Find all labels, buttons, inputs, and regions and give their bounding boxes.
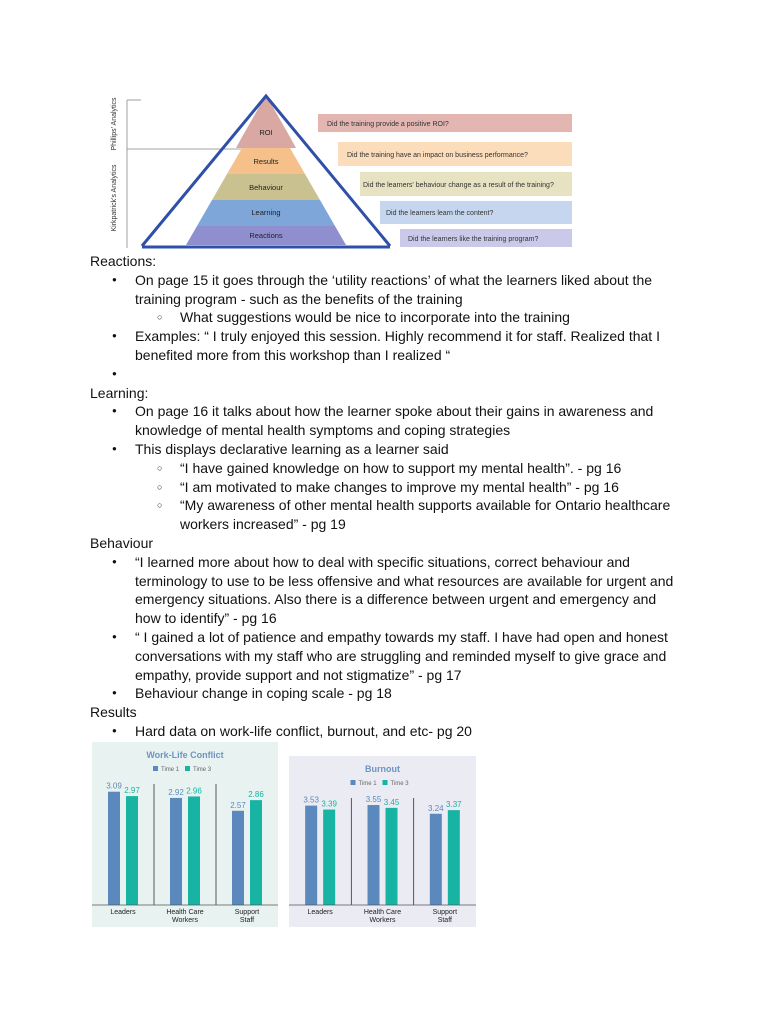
data-label: 2.86: [248, 790, 264, 800]
legend-label-time3: Time 3: [390, 781, 409, 787]
legend-label-time3: Time 3: [193, 767, 212, 773]
category-label: Support: [432, 909, 458, 916]
data-label: 3.24: [428, 803, 444, 813]
results-list: [90, 722, 680, 741]
pyramid-label-reactions: Reactions: [249, 231, 283, 240]
pyramid-layer-roi-base: [236, 137, 296, 148]
sub-list-item: ○ What suggestions would be nice to incorporate into the training: [180, 308, 680, 327]
list-item: ● Hard data on work-life conflict, burnout, and etc- pg 20: [135, 722, 680, 741]
list-item: ● “I learned more about how to deal with specific situations, correct behaviour and terminology to use to be less offensive and what resources are available for urgent and emergency situations. Also there is a difference between urgent and emergency and how to identify” - pg 16: [135, 553, 680, 628]
sub-list-item: ○ “My awareness of other mental health supports available for Ontario healthcare workers increased” - pg 19: [180, 496, 680, 534]
bar-time1: [305, 806, 317, 905]
list-item-text: This displays declarative learning as a learner said: [135, 440, 449, 457]
question-behaviour: Did the learners' behaviour change as a result of the training?: [363, 182, 554, 189]
list-item-text: On page 15 it goes through the ‘utility reactions’ of what the learners liked about the training program - such as the benefits of the training: [135, 271, 653, 307]
results-heading: Results: [90, 704, 137, 721]
list-item: [135, 271, 680, 327]
bar-time3: [188, 796, 200, 905]
bar-time1: [108, 792, 120, 905]
category-label: Leaders: [307, 909, 333, 916]
bar-time1: [368, 805, 380, 905]
chart-title: Work-Life Conflict: [146, 750, 224, 760]
category-label: Staff: [437, 917, 452, 924]
work-life-conflict-chart: [92, 742, 278, 927]
sub-list-item: ○ “I have gained knowledge on how to support my mental health”. - pg 16: [180, 459, 680, 478]
reactions-heading: Reactions:: [90, 253, 157, 269]
learning-heading: Learning:: [90, 384, 149, 401]
question-reactions: Did the learners like the training program?: [408, 236, 539, 243]
category-label: Health Care: [363, 909, 402, 916]
question-learning: Did the learners learn the content?: [386, 210, 494, 217]
pyramid-label-behaviour: Behaviour: [249, 183, 283, 192]
bar-time1: [232, 811, 244, 905]
list-item: ● Examples: “ I truly enjoyed this session. Highly recommend it for staff. Realized that I benefited more from this workshop than I realized “: [135, 327, 680, 365]
list-item: [135, 440, 680, 534]
kirkpatrick-pyramid-diagram: [90, 92, 580, 252]
behaviour-heading: Behaviour: [90, 534, 154, 551]
category-label: Workers: [172, 917, 198, 924]
legend-swatch-time3: [185, 766, 190, 771]
sub-list: [135, 459, 680, 534]
data-label: 3.55: [365, 795, 382, 805]
data-label: 3.53: [303, 795, 319, 805]
bar-time1: [430, 814, 442, 905]
category-label: Health Care: [166, 909, 204, 916]
data-label: 2.97: [124, 786, 140, 796]
data-label: 3.09: [106, 781, 122, 791]
bar-time3: [386, 808, 398, 905]
notes-body: [90, 252, 680, 741]
list-item: ● Behaviour change in coping scale - pg 18: [135, 684, 680, 703]
data-label: 2.57: [230, 800, 246, 810]
reactions-list: [90, 271, 680, 384]
bar-time1: [170, 798, 182, 905]
data-label: 2.92: [168, 787, 184, 797]
question-results: Did the training have an impact on business performance?: [347, 152, 528, 159]
data-label: 2.96: [186, 786, 202, 796]
pyramid-label-learning: Learning: [251, 208, 281, 217]
legend-swatch-time1: [351, 780, 356, 785]
empty-list-item: [135, 365, 680, 384]
legend-label-time1: Time 1: [358, 781, 377, 787]
sub-list: [135, 308, 680, 327]
question-roi: Did the training provide a positive ROI?: [327, 121, 449, 128]
philips-analytics-label: Phillips' Analytics: [111, 97, 118, 151]
legend-label-time1: Time 1: [161, 767, 180, 773]
data-label: 3.39: [321, 799, 337, 809]
category-label: Support: [234, 909, 260, 916]
bar-time3: [448, 810, 460, 905]
data-label: 3.45: [383, 797, 400, 807]
behaviour-list: [90, 553, 680, 703]
bar-time3: [126, 796, 138, 905]
pyramid-label-roi: ROI: [259, 128, 273, 137]
sub-list-item: ○ “I am motivated to make changes to improve my mental health” - pg 16: [180, 478, 680, 497]
legend-swatch-time1: [153, 766, 158, 771]
category-label: Workers: [369, 917, 396, 924]
burnout-chart: [289, 756, 476, 927]
pyramid-label-results: Results: [253, 157, 279, 166]
list-item: ● “ I gained a lot of patience and empathy towards my staff. I have had open and honest conversations with my staff who are struggling and reminded myself to give grace and empathy, provide support and not stigmatize” - pg 17: [135, 628, 680, 684]
list-item: ● On page 16 it talks about how the learner spoke about their gains in awareness and knowledge of mental health symptoms and coping strategies: [135, 402, 680, 440]
category-label: Staff: [239, 917, 255, 924]
chart-title: Burnout: [365, 764, 400, 774]
kirkpatrick-analytics-label: Kirkpatrick's Analytics: [111, 164, 118, 232]
data-label: 3.37: [446, 800, 462, 810]
legend-swatch-time3: [383, 780, 388, 785]
bar-time3: [250, 800, 262, 905]
bar-time3: [323, 810, 335, 905]
category-label: Leaders: [110, 909, 136, 916]
learning-list: [90, 402, 680, 534]
